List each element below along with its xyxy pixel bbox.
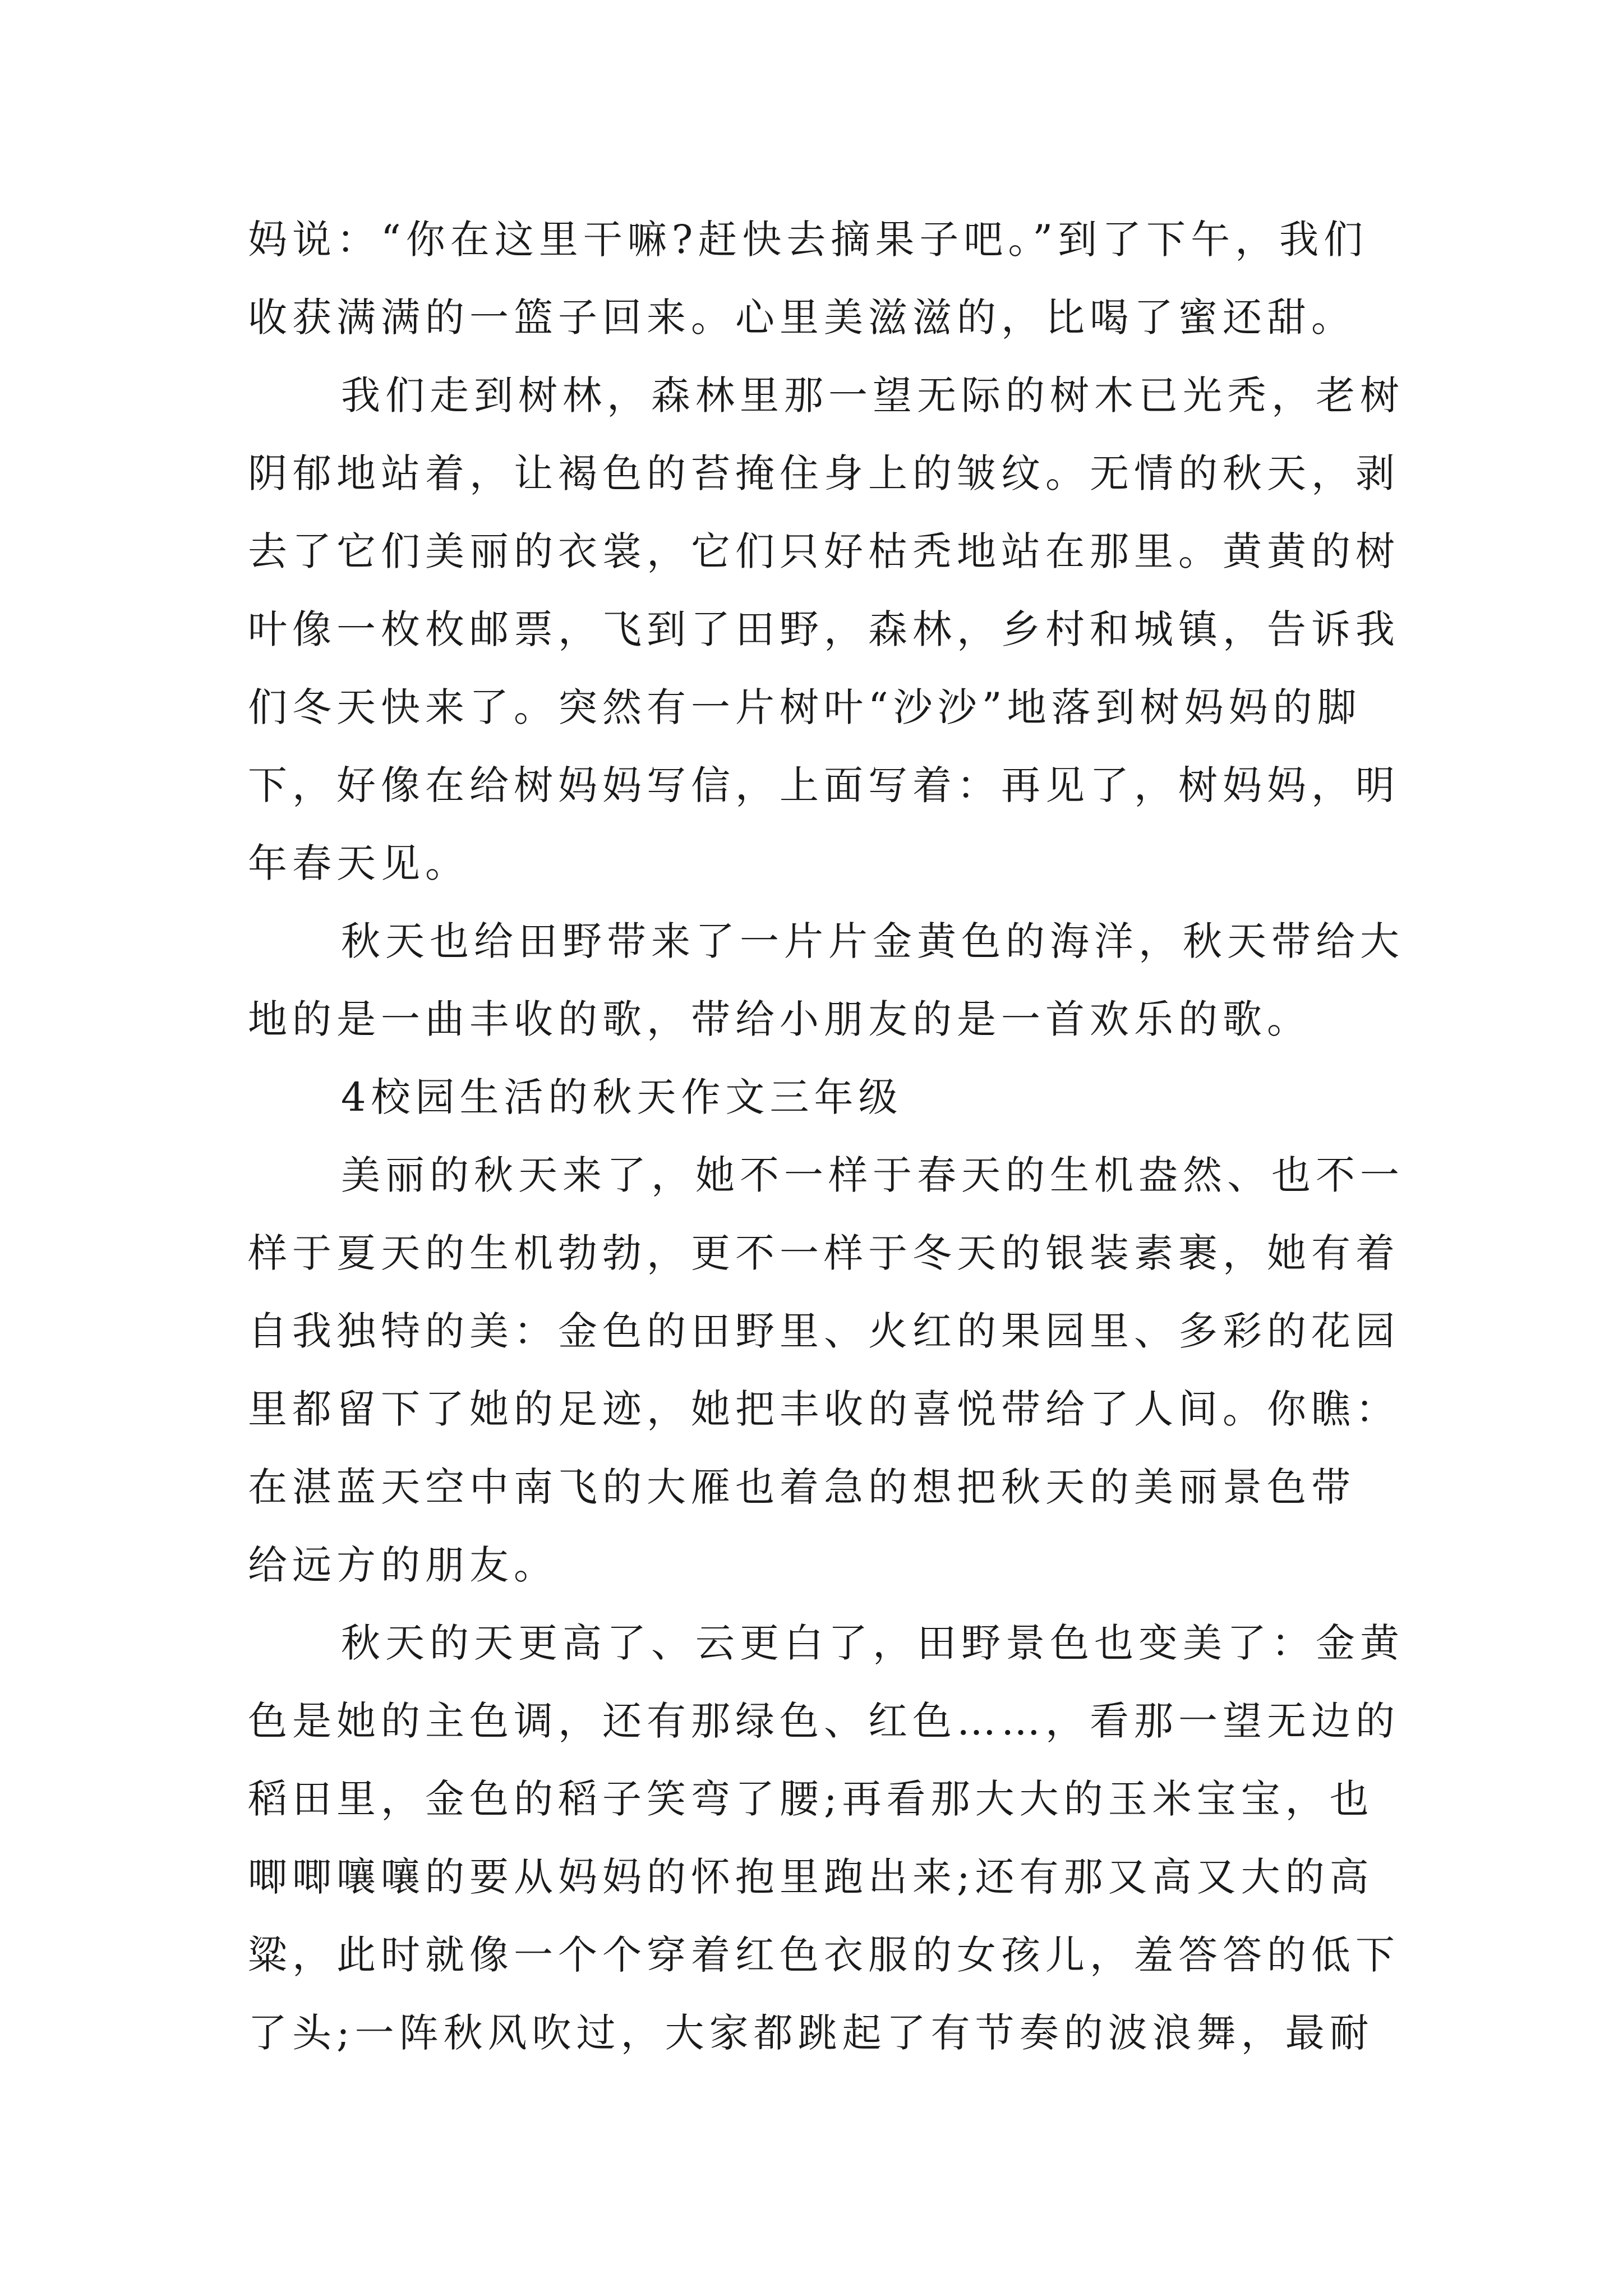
text-line: 4校园生活的秋天作文三年级 [341,1074,903,1120]
text-line: 秋天也给田野带来了一片片金黄色的海洋，秋天带给大 [341,918,1404,964]
text-line: 们冬天快来了。突然有一片树叶“沙沙”地落到树妈妈的脚 [248,684,1362,730]
text-line: 收获满满的一篮子回来。心里美滋滋的，比喝了蜜还甜。 [248,295,1355,341]
text-line: 里都留下了她的足迹，她把丰收的喜悦带给了人间。你瞧： [248,1386,1400,1432]
text-line: 美丽的秋天来了，她不一样于春天的生机盎然、也不一 [341,1152,1404,1198]
text-line: 下，好像在给树妈妈写信，上面写着：再见了，树妈妈，明 [248,762,1400,808]
text-line: 自我独特的美：金色的田野里、火红的果园里、多彩的花园 [248,1308,1400,1354]
text-line: 在湛蓝天空中南飞的大雁也着急的想把秋天的美丽景色带 [248,1464,1355,1510]
text-line: 去了它们美丽的衣裳，它们只好枯秃地站在那里。黄黄的树 [248,528,1400,574]
text-line: 妈说：“你在这里干嘛?赶快去摘果子吧。”到了下午，我们 [248,217,1368,263]
text-line: 样于夏天的生机勃勃，更不一样于冬天的银装素裹，她有着 [248,1230,1400,1276]
text-line: 了头;一阵秋风吹过，大家都跳起了有节奏的波浪舞，最耐 [248,2010,1374,2056]
text-line: 叶像一枚枚邮票，飞到了田野，森林，乡村和城镇，告诉我 [248,606,1400,652]
text-line: 唧唧嚷嚷的要从妈妈的怀抱里跑出来;还有那又高又大的高 [248,1854,1374,1900]
text-line: 年春天见。 [248,840,469,886]
text-line: 给远方的朋友。 [248,1542,558,1588]
body-text [248,201,1404,2072]
text-line: 阴郁地站着，让褐色的苔掩住身上的皱纹。无情的秋天，剥 [248,450,1400,496]
text-line: 粱，此时就像一个个穿着红色衣服的女孩儿，羞答答的低下 [248,1932,1400,1978]
text-line: 地的是一曲丰收的歌，带给小朋友的是一首欢乐的歌。 [248,996,1311,1042]
text-line: 色是她的主色调，还有那绿色、红色……，看那一望无边的 [248,1698,1400,1744]
text-line: 我们走到树林，森林里那一望无际的树木已光秃，老树 [341,372,1404,418]
text-line: 稻田里，金色的稻子笑弯了腰;再看那大大的玉米宝宝，也 [248,1776,1374,1822]
text-line: 秋天的天更高了、云更白了，田野景色也变美了：金黄 [341,1620,1404,1666]
